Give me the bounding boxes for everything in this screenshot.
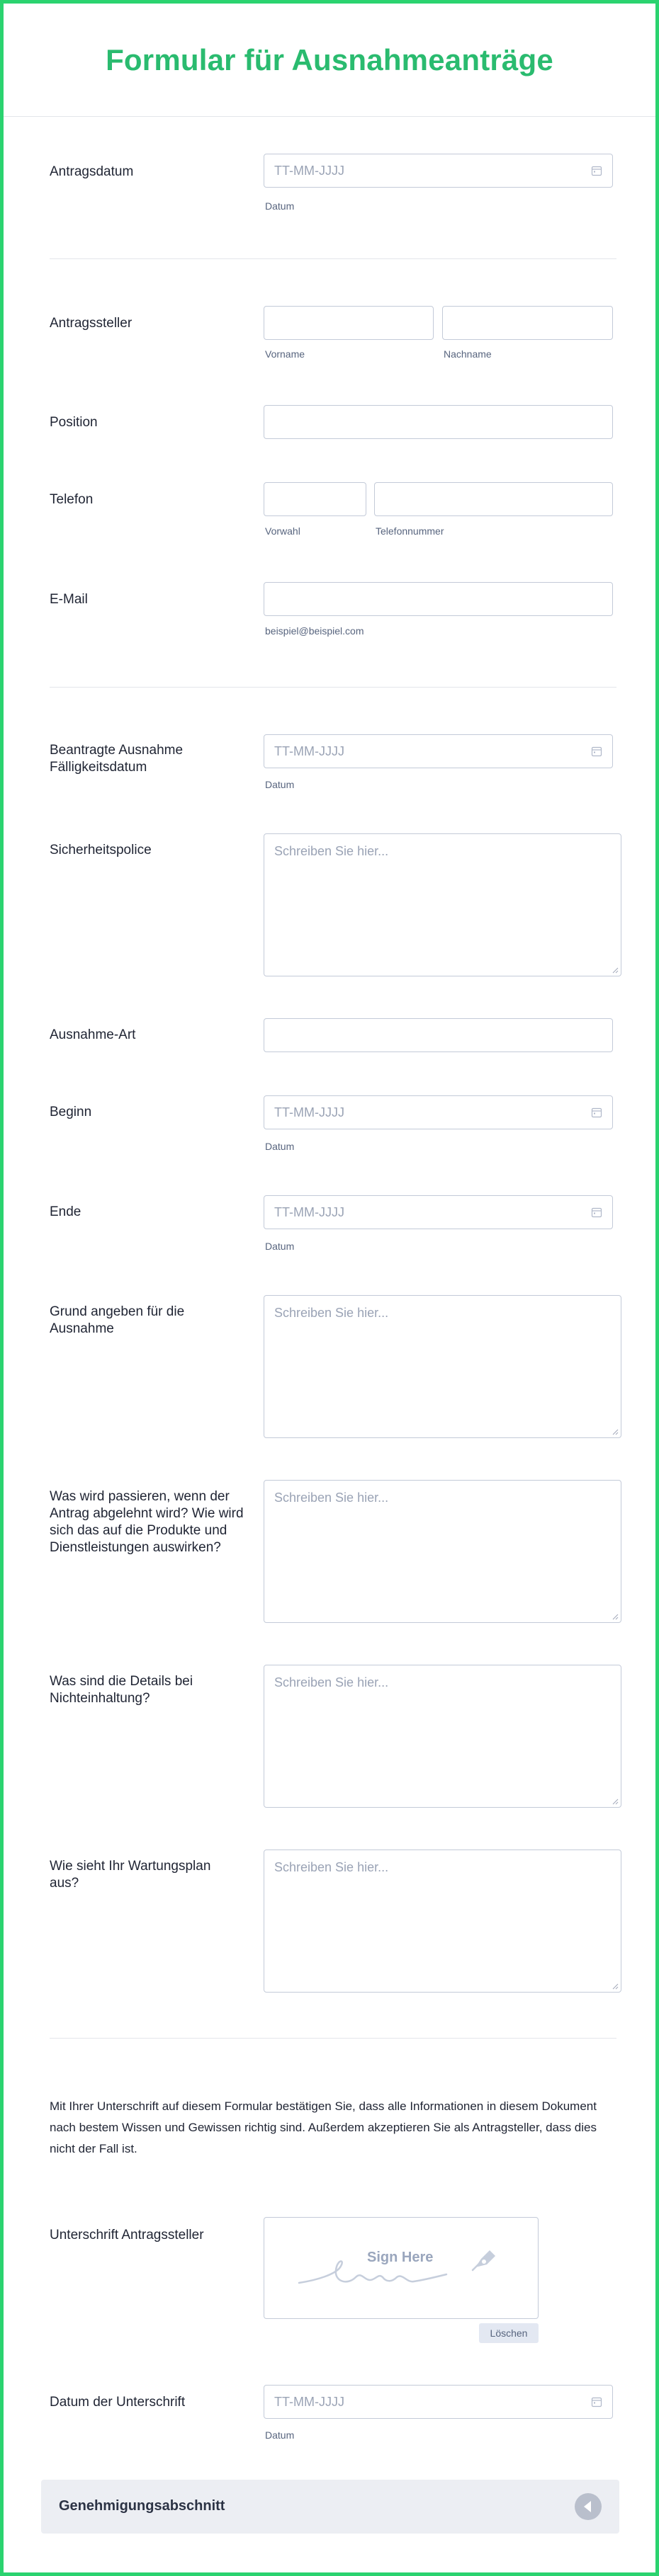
field-label: Was sind die Details bei Nichteinhaltung? [50, 1674, 193, 1706]
last-name-input[interactable] [442, 306, 613, 340]
field-label: Grund angeben für die Ausnahme [50, 1304, 185, 1336]
resize-grip-icon[interactable] [610, 1612, 619, 1620]
form-header [4, 4, 655, 117]
nichteinhaltung-textarea[interactable]: Schreiben Sie hier... [264, 1665, 621, 1808]
field-label: Position [50, 415, 98, 430]
calendar-icon[interactable] [591, 1207, 602, 1218]
field-label: E-Mail [50, 592, 88, 607]
antragsdatum-input[interactable]: TT-MM-JJJJ [264, 154, 613, 188]
divider [50, 2038, 616, 2039]
ablehnung-textarea[interactable]: Schreiben Sie hier... [264, 1480, 621, 1623]
field-label: Antragsdatum [50, 164, 134, 179]
sublabel: Datum [265, 1141, 295, 1152]
sublabel: Datum [265, 1241, 295, 1252]
divider [50, 258, 616, 259]
ausnahme-art-input[interactable] [264, 1018, 613, 1052]
field-label: Antragssteller [50, 316, 133, 331]
email-input[interactable] [264, 582, 613, 616]
datum-unterschrift-input[interactable]: TT-MM-JJJJ [264, 2385, 613, 2419]
collapse-button[interactable] [575, 2493, 602, 2520]
sublabel: Datum [265, 779, 295, 790]
approval-section-label: Genehmigungsabschnitt [59, 2498, 225, 2514]
phone-number-input[interactable] [374, 482, 613, 516]
first-name-input[interactable] [264, 306, 434, 340]
area-code-input[interactable] [264, 482, 366, 516]
sublabel-phone-number: Telefonnummer [376, 525, 444, 537]
resize-grip-icon[interactable] [610, 965, 619, 974]
field-label: Wie sieht Ihr Wartungsplan aus? [50, 1859, 211, 1891]
field-label: Was wird passieren, wenn der Antrag abgelehnt wird? Wie wird sich das auf die Produkte und Dienstleistungen auswirken? [50, 1489, 244, 1555]
sign-here-text: Sign Here [367, 2250, 434, 2265]
resize-grip-icon[interactable] [610, 1981, 619, 1990]
grund-textarea[interactable]: Schreiben Sie hier... [264, 1295, 621, 1438]
ende-input[interactable]: TT-MM-JJJJ [264, 1195, 613, 1229]
calendar-icon[interactable] [591, 746, 602, 757]
sublabel-last-name: Nachname [444, 348, 492, 360]
sicherheitspolice-textarea[interactable]: Schreiben Sie hier... [264, 833, 621, 976]
consent-text: Mit Ihrer Unterschrift auf diesem Formular bestätigen Sie, dass alle Informationen in diesem Dokument nach bestem Wissen und Gewissen richtig sind. Außerdem akzeptieren Sie als Antragsteller, dass dies nicht der Fall ist. [50, 2099, 597, 2155]
calendar-icon[interactable] [591, 1107, 602, 1118]
sublabel: beispiel@beispiel.com [265, 625, 364, 637]
calendar-icon[interactable] [591, 2396, 602, 2407]
resize-grip-icon[interactable] [610, 1796, 619, 1805]
field-label: Beginn [50, 1105, 92, 1119]
clear-signature-button[interactable]: Löschen [479, 2323, 539, 2343]
resize-grip-icon[interactable] [610, 1427, 619, 1435]
beginn-input[interactable]: TT-MM-JJJJ [264, 1095, 613, 1129]
field-label: Sicherheitspolice [50, 843, 152, 857]
sublabel: Datum [265, 200, 295, 212]
sublabel: Datum [265, 2429, 295, 2441]
sublabel-area-code: Vorwahl [265, 525, 300, 537]
arrow-left-icon [575, 2493, 602, 2520]
position-input[interactable] [264, 405, 613, 439]
pen-icon [471, 2246, 500, 2272]
form-title: Formular für Ausnahmeanträge [106, 42, 553, 76]
field-label: Telefon [50, 492, 94, 507]
faelligkeitsdatum-input[interactable]: TT-MM-JJJJ [264, 734, 613, 768]
field-label: Datum der Unterschrift [50, 2395, 186, 2410]
field-label: Unterschrift Antragssteller [50, 2228, 204, 2242]
signature-pad[interactable] [264, 2217, 539, 2319]
field-label: Ausnahme-Art [50, 1027, 136, 1042]
sublabel-first-name: Vorname [265, 348, 305, 360]
wartungsplan-textarea[interactable]: Schreiben Sie hier... [264, 1850, 621, 1993]
approval-section[interactable] [41, 2480, 619, 2534]
divider [50, 687, 616, 688]
field-label: Beantragte Ausnahme Fälligkeitsdatum [50, 743, 184, 775]
field-label: Ende [50, 1204, 81, 1219]
calendar-icon[interactable] [591, 165, 602, 176]
